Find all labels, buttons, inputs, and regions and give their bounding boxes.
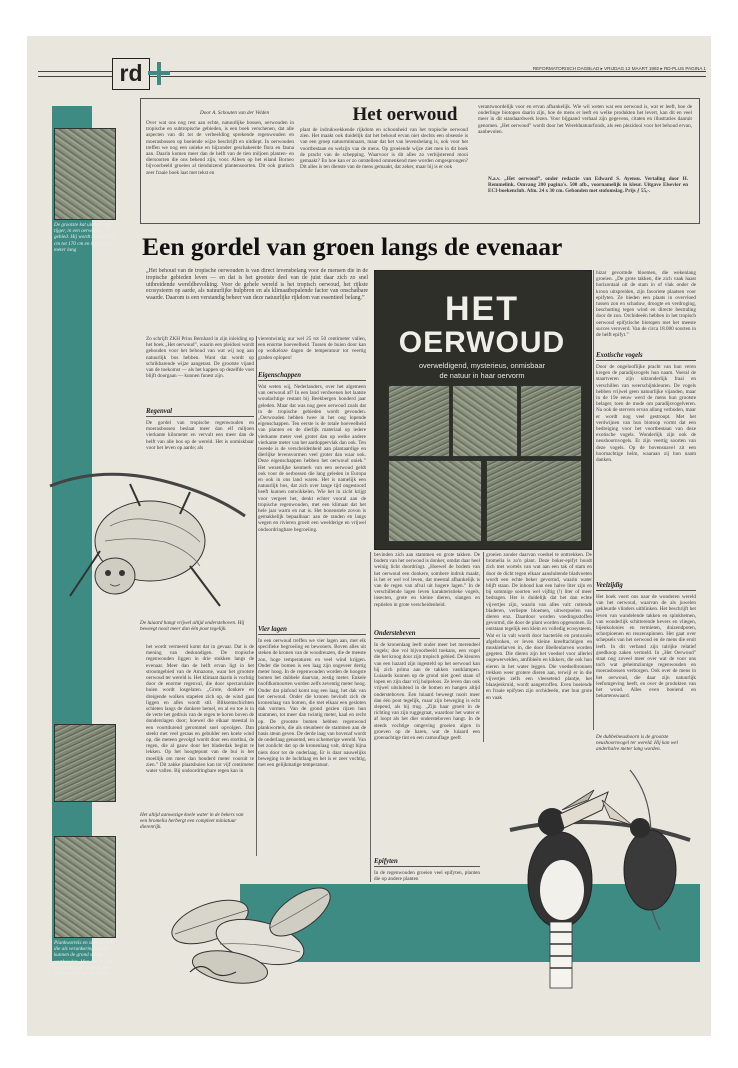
intro-pubinfo: N.a.v. „Het oerwoud”, onder redactie van Edward S. Ayensu. Vertaling door H. Remmelink. Omvang 200 pagina's. 500 afb., voornamelijk in kleur. Uitgave Elsevier en ECI-boekenclub. Afm. 24 x 30 cm. Gebonden met stofomslag. Prijs ƒ 55,-.: [488, 176, 688, 195]
sloth-illustration: [40, 456, 252, 618]
main-lead: „Het behoud van de tropische oerwouden is van direct levensbelang voor de mensen die in de tropische gebieden leven — en dat is het grootste deel van de juist daar zich zo snel uitbreidende wereldbevolking. Voor de gehele wereld is het tropisch oerwoud, het rijkste ecosysteem op aarde, als natuurlijke hulpbron en als klimaatbepalende factor van onschatbare waarde. Daarom is een verstandig beheer van deze natuurlijke rijkdom van essentieel belang.”: [146, 268, 368, 302]
col5-p1: Door de ongelooflijke pracht van hun veren kregen de paradijsvogels hun naam. Voeral de staartveren zijn uitzonderlijk fraai en verschillen van weerschijnkleuren. De vogels hebben vrijwel geen natuurlijke vijanden, maar in de 19e eeuw werd de mens hun grootste belager, toen de mode om paradijsvogelveren. Na ook de stervers ervan allang verboden, maar er wordt nog veel gestroopt. Met het verdwijnen van hun biotoop vormt dat een bedreiging voor het voortbestaan van deze exotische vogels. Wonderlijk zijn ook de neushoornvogels. Er zijn veertig soorten van deze vogels. Op de bovensnavel zit een hoornachtige helm, waaraan zij hun naam danken.: [596, 364, 696, 464]
col3-p1: In de kronenlaag leeft onder meer het merendeel vogels; doe vol bijvoorbeeld toekans, een vogel die het kroog door zijn tropisch gebied. De kleuren van een hazard zijn ingesteld op het oerwoud kan hij zich prima aan de takken vastklampen. Luiaards kunnen op de grond niet goed staan of lopen en zijn daar vrij hulpeloos. Ze leven dan ook vrijwel uitsluitend in de bomen en hangen altijd ondersteboven. Een luiaard beweegt nooit meer dan één poot tegelijk, maar zijn beweging is echt slepend, als hij trug. „Zijn haar groeit in de richting van zijn ruggegraat, waardoor het water er af loopt als het dier ondersteboven hangt. In de steeds vochtige omgeving groeien algen in groeven op de haren, wat de luiaard een groenachtige tint en een camouflage geeft.: [374, 642, 480, 742]
caption-sloth: De luiaard hangt vrijwel altijd ondersteboven. Hij beweegt nooit meer dan één poot tegelijk.: [140, 620, 245, 633]
intro-headline: Het oerwoud: [352, 104, 458, 125]
book-title-line2: OERWOUD: [398, 326, 566, 359]
main-headline: Een gordel van groen langs de evenaar: [142, 232, 563, 261]
intro-col1: Over wat ons nog rest aan echte, natuurlijke bossen, oerwouden in tropische en subtropische gebieden, is een boek verschenen, dat alle aspecten van dit tot de verbeelding sprekende regenwouden en moerasbossen op boeiende wijze beschrijft en uitdiept. In oerwouden treffen we nog een unieke en bijzonder geschakeerde flora en fauna aan. Daarin komen meer dan de helft van de tien miljoen planten- en diersoorten die ons bekend zijn, voor. Alleen op het eiland Borneo bijvoorbeeld groeien al tienduizend plantensoorten. Dit ook gratisch zeer fraaie boek laat met tekst en: [146, 120, 294, 176]
col2-p1: Wat weten wij, Nederlanders, over het algemeen van oerwoud af? In een land verdwenen het laatste woudachtige restant bij Beekbergen honderd jaar geleden. Maar dat was nog geen oerwoud zoals dat in de tropische gebieden wordt gevonden. „Oerwouden hebben twee in het oog lopende eigenschappen. Ten eerste is de totale hoeveelheid van planten en de dierlijk materiaal op iedere vierkante meter veel groter dan op welke andere vierkante meter van het aardoppervlak dan ook. Ten tweede is de verscheidenheid aan plantaardige en dierlijke levensvormen veel groter dan waar ook. Deze eigenschappen hebben het oerwoud uniek.” Het wezenlijke kenmerk van een oerwoud geldt ook voor de oerbossen die lang geleden in Europa en ook in ons land waren. Het is namelijk een natuurlijk bos, dat zich over lange tijd ongestoord heeft kunnen ontwikkelen. Wie het in zicht krijgt voor vergeet het, denkt echter vooral aan de tropische regenwouden, met een klimaat dat het hele jaar warm en nat is. Het bonenstele zovon is gemakkelijk bepaalbaar: aan de randen en langs wegen en rivieren groeit een weelderige en vrijwel ondoordringbare begroeiing.: [258, 384, 366, 533]
masthead-plus-h: [148, 71, 170, 75]
col5-top: bizar gevormde bloemen, die wekenlang groeien. „De grote takken, die zich vaak haast horizontaal uit de stam in of vlak onder de kroon uitspreiden, zijn favoriete plaatsen voor epifyten. Ze bieden een plaats in overvloed tussen zon en schaduw, droogte en verdroging, beschutting tegen wind en directe bestraling door de zon. Orchideeën hebben in het tropisch oerwoud epifytische biotopen met het meeste succes veroverd. Van de circa 18.000 soorten in de helft epifyt.”: [596, 270, 696, 339]
caption-tiger: De grootste kat uit Azië, de tijger, in een oerwoud gebied. Hij wordt meestal 90 cm tot 170 cm en is bijna 1 meter lang: [54, 222, 114, 253]
caption-bromelia: Het altijd aanwezige koele water in de bekers van een bromelia herbergt een compleet miniatuur dierenrijk.: [140, 812, 244, 831]
col2-heading-eigenschappen: Eigenschappen: [258, 372, 366, 381]
column-rule-1: [256, 336, 257, 856]
col3-p2: In de regenwouden groeien veel epifyten, planten die op andere planten: [374, 870, 480, 883]
roots-photo: [54, 836, 116, 938]
book-photo-beetle: [486, 460, 582, 542]
column-rule-3: [483, 552, 484, 742]
bromelia-photo: [54, 724, 116, 802]
masthead-info: REFORMATORISCH DAGBLAD ▸ VRIJDAG 12 MAART 1982 ▸ RD-PLUS PAGINA 1: [532, 66, 706, 71]
col2-top: vierentwintig uur wel 25 tot 50 centimeter vallen, een enorme hoeveelheid. Tussen de buien door kan op wolkeloze dagen de temperatuur tot veertig graden oplopen!: [258, 336, 366, 361]
column-rule-4: [593, 270, 594, 730]
column-rule-2: [370, 552, 371, 882]
intro-byline: Door A. Schouten van der Velden: [200, 110, 270, 116]
col4-top: groeien zonder daarvan voedsel te onttrekken. De bromelia is zo'n plant. Deze boker-epifyt houdt zich met wortels van wat aan een tak of stam en door de dicht tegen elkaar aansluitende bladvoeten wordt een echte beker gevormd, waarin water blijft staan. De inhoud kan een halve liter zijn en bij sommige soorten wel vijftig (!) liter of meer bedragen. Het is duidelijk dat het dan echte vijvertjes zijn, waarin van alles valt: rottende bladeren, verliepte bloemen, uitwerpselen van dieren enz. Daardoor worden voedingsstoffen gevormd, die door de plant worden opgenomen. Er ontstaan tegelijk een klein en volledig ecosysteem. Wat er in valt wordt door bacteriën en protozoën afgebroken, er leven kleine kreeftachtigen en muskietlarven in, die door libellenlarven worden gegeten. Die dieren zijn het voedsel voor allerlei ongewervelden, amfibieën en kikkers, die ook hun eieren in het water leggen. Die voedselbronnen trekken weer grotere dieren aan, terwijl er in die vijvertjes zelfs een vleesetend plantje, het blaasjeskruid, wordt aangetroffen. Even boeiende en fraaie epifyten zijn orchideeën, met hun grote en vaak: [486, 552, 592, 701]
book-subtitle2: de natuur in haar oervorm: [439, 371, 525, 380]
hornbill-illustration: [490, 730, 700, 992]
book-photo-river: [388, 460, 482, 542]
col5-heading-veelzijdig: Veelzijdig: [596, 582, 696, 591]
book-subtitle: overweldigend, mysterieus, onmisbaar: [418, 361, 546, 370]
col1-p1: De gordel van tropische regenwouden en moerasbossen beslaat meer dan elf miljoen vierkante kilometer en vervult een meer dan de helft van alle bos op de wereld. Het is onmiskbaar voor het leven op aarde; als: [146, 420, 254, 451]
leaves-illustration: [150, 872, 350, 990]
col3-top: bevinden zich aan stammen en grote takken. De bodem van het oerwoud is donker, omdat daar heel weinig licht doordringt. „Hoewel de bodem van het oerwoud een donkere, sombere indruk maakt, is het er wel vol leven, dat meestal afhankelijk is van de regen van afval uit hogere lagen.” In de verschillende lagen leven karakteristieke vogels, insecten, grote en kleine dieren, slangen en reptielen in grote verscheidenheid.: [374, 552, 480, 608]
book-photo-parrot: [388, 385, 450, 457]
caption-roots: Plankwortels en stelkwortels die als verankering werken kunnen de grond stevig vasthouden. Men noemt ook die wortels die in de bodem verankerd in het open veld.: [54, 940, 114, 978]
book-photo-leaf: [520, 385, 582, 457]
col1-bottom: het wordt vermeerd komt dat in gevaar. Dat is de mening van deskundigen. De tropische regenwouden liggen in drie stukken langs de evenaar. Meer dan de helft ervan ligt in het stroomgebied van de Amazone, waar het grootste oerwoud ter wereld is. Het klimaat daarin is vochtig door de enorme regenval, die door spectaculaire buien wordt losgelaten. „Grote, donkere en dreigende wolken stapelen zich op, de wind gaat liggen en alles wordt stil. Bliksemschichten schieten langs de donkere hemel, en al en toe is in de verte het gedruis van de regen te horen boven de donderslagen door; hoewel die elkaar meestal in een voortdurend gerommel snel opvolgen. Dan steekt met veel geraas en gebulder een koele wind op, die meteen gevolgd wordt door een stortbui, de regen, die al gauw door het bladerdak begint te lekken. Op het hoogtepunt van de bui is het moeilijk om meer dan honderd meter vooruit te zien.” Dit zakke plaatsbuien kan tot vijf centimeter water vallen. Bij ondoordringbare regen kan in: [146, 644, 254, 775]
col5-heading-exotische-vogels: Exotische vogels: [596, 352, 696, 361]
col2-heading-vierlagen: Vier lagen: [258, 626, 366, 635]
intro-col3: verantwoordelijk voor en ervan afhankelijk. Wie wil weten wat een oerwoud is, wat er leeft, hoe de onderlinge biotopen daarin zijn, hoe de mens er leeft en welke produkten het levert, kan dit en veel meer in dit standaardwerk lezen. Voor bijgaand verhaal zijn gegevens, citaten en illustraties daaruit genomen. „Het oerwoud” wordt door het Wereldnatuurfonds, als een plezidooi voor het behoud ervan, aanbevolen.: [478, 104, 692, 135]
book-photo-jungle: [452, 385, 518, 457]
col3-heading-epifyten: Epifyten: [374, 858, 480, 867]
col5-p2: Het boek voert ons naar de wonderen wereld van het oerwoud, waarvan de als juwelen gekleurde vlinders uitblinken. Het beschrijft het leven van wandelende takken en spinkhemen, van wonderlijk schitterende kevers en vliegen, bijenkolonies en termieten, duizendpoten, schorpioenen en reuzenspinnen. Het gaat over schepsels van het oerwoud en de mens die eruit leeft. In dit verband zijn talrijke relatief goedkoop zaken vermeld. In „Het Oerwoud” staat nog zoveel meer over wat de voor ons toch wat geheimzinnige regenwouden en moerasbossen verborgen. Ook over de mens in het oerwoud, die daar zijn natuurlijk leefomgeving heeft, en over de produkten van het woud. Alles even boeiend en behartenswaard.: [596, 594, 696, 700]
col2-p2: In een oerwoud treffen we vier lagen aan, met elk specifieke begroeiing en bewoners. Boven alles uit steken de kronen van de woudreuzen, die de meeste zon, hoge temperaturen en veel wind krijgen. Onder die bomen is een laag zijn ongeveer dertig meter hoog. In de regenwouden worden de hoogste bomen het dubbele daarvan, zestig meter. Enkele hoofdkomoorten worden zelfs zeventig meter hoog. Onder dat plafond komt nog een laag, het dak van het oerwoud. Onder die kronen bevindt zich de kronenlaag van bomen, die met elkaar een gesloten dak vormen. Van de grond gezien rijzen hun stammen, tot meer dan twintig meter, kaal en recht op. De grootste bomen hebben regenwoud plankwortels, die als steunbeer de stammen aan de basis steun geven. De derde laag van bovenaf wordt de onderlaag genoemd, een schemerige wereld. Van het zonlicht dat op de kronenlaag valt, dringt bijna niets door tot de onderlaag. Er is daar nauwelijks beweging in de luchtlaag en het is er zeer vochtig, met een gelijkmatige temperatuur.: [258, 638, 366, 769]
col1-heading-regenval: Regenval: [146, 408, 254, 417]
intro-col2: plaat de indrukwekkende rijkdom en schoonheid van het tropische oerwoud zien. Het maakt ook duidelijk dat het behoud ervan niet slechts een obsessie is van een groep natuurminnaars, maar dat het van levensbelang is, ook voor het voortbestaan en welzijn van de mens. Op groeiende wijze ziet men in dit boek de pracht van de schepping. Waarvoor is dit alles zo verbijsterend mooi gemaakt? En hoe kan er zo ontstellend omnenkend mee worden omgesprongen? Dit alles is ten dienste van de mens gemaakt, dat zeker, maar hij is er ook: [300, 127, 468, 171]
book-title-line1: HET: [445, 290, 519, 328]
col1-top: Zo schrijft ZKH Prins Bernhard in zijn inleiding op het boek „Het oerwoud”, waarin een pleidooi wordt gehouden voor het behoud van wat wij nog aan natuurlijk bos hebben. Want dat wordt op schrikbarende wijze aangetast. De grootste vijand van de toekomst — als het kappen op dezelfde voet blijft doorgaan — kunnen funest zijn.: [146, 336, 254, 380]
caption-hornbill: De dubbelneushoorn is de grootste neushoornvogel ter wereld. Hij kan wel anderhalve meter lang worden.: [596, 734, 678, 753]
tiger-photo: [54, 128, 116, 220]
col3-heading-onderstebeven: Onderstebeven: [374, 630, 480, 639]
masthead-logo: rd: [112, 58, 150, 90]
